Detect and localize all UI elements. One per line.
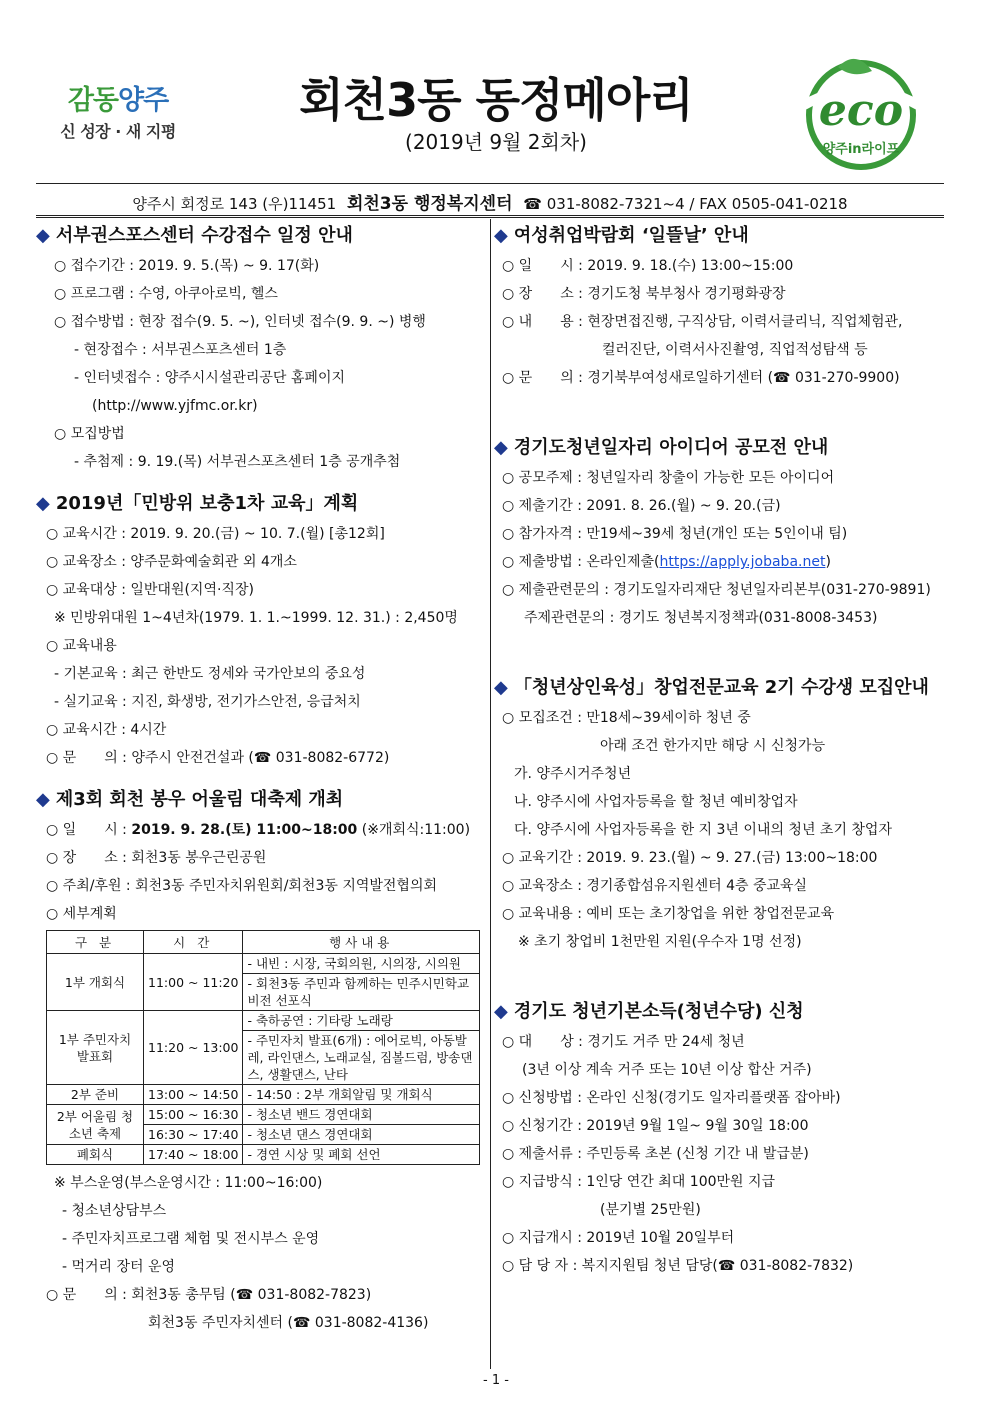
list-item: ○ 교육내용 : 예비 또는 초기창업을 위한 창업전문교육 (502, 906, 835, 922)
list-item: ○ 지급방식 : 1인당 연간 최대 100만원 지급 (502, 1174, 776, 1190)
list-item: ○ 프로그램 : 수영, 아쿠아로빅, 헬스 (54, 286, 278, 302)
contact-address: 양주시 회정로 143 (우)11451 (132, 195, 337, 213)
list-item: ※ 민방위대원 1~4년차(1979. 1. 1.~1999. 12. 31.) : 2,450명 (54, 610, 458, 626)
list-item: ○ 장 소 : 회천3동 봉우근린공원 (46, 850, 267, 866)
diamond-bullet-icon: ◆ (494, 677, 508, 698)
festival-datetime: 2019. 9. 28.(토) 11:00~18:00 (131, 822, 358, 838)
diamond-bullet-icon: ◆ (494, 225, 508, 246)
logo-brand-part-a: 감동 (67, 85, 118, 116)
diamond-bullet-icon: ◆ (36, 789, 50, 810)
list-item: ○ 교육시간 : 4시간 (46, 722, 167, 738)
section-idea-contest-title (494, 432, 944, 464)
list-item (494, 548, 944, 576)
table-cell: - 청소년 밴드 경연대회 (243, 1105, 480, 1125)
table-cell: - 경연 시상 및 폐회 선언 (243, 1145, 480, 1165)
diamond-bullet-icon: ◆ (494, 437, 508, 458)
list-item: ○ 지급개시 : 2019년 10월 20일부터 (502, 1230, 735, 1246)
list-item: - 주민자치프로그램 체험 및 전시부스 운영 (62, 1231, 320, 1247)
right-column (494, 220, 944, 1280)
list-item: ○ 신청기간 : 2019년 9월 1일~ 9월 30일 18:00 (502, 1118, 809, 1134)
list-item: ○ 모집방법 (54, 426, 125, 442)
table-row (47, 954, 480, 974)
festival-schedule-table (46, 930, 480, 1165)
homepage-link[interactable]: (http://www.yjfmc.or.kr) (92, 398, 258, 414)
section-civil-defense-title (36, 488, 486, 520)
list-item: ○ 대 상 : 경기도 거주 만 24세 청년 (502, 1034, 745, 1050)
eco-logo-graphic (786, 53, 936, 173)
table-row (47, 1105, 480, 1125)
table-cell: 16:30 ~ 17:40 (144, 1125, 243, 1145)
list-item: ○ 문 의 : 경기북부여성새로일하기센터 (☎ 031-270-9900) (502, 370, 900, 386)
table-header: 구 분 (47, 931, 144, 954)
list-item: ○ 접수방법 : 현장 접수(9. 5. ~), 인터넷 접수(9. 9. ~) 병행 (54, 314, 426, 330)
gamdong-yangju-logo (48, 78, 188, 142)
table-cell: - 청소년 댄스 경연대회 (243, 1125, 480, 1145)
eco-wordmark: eco (818, 85, 904, 136)
item-label: ○ 일 시 : (46, 822, 132, 838)
list-item: ※ 부스운영(부스운영시간 : 11:00~16:00) (54, 1175, 323, 1191)
section-title-text: 서부권스포스센터 수강접수 일정 안내 (55, 225, 353, 246)
list-item: ○ 담 당 자 : 복지지원팀 청년 담당(☎ 031-8082-7832) (502, 1258, 854, 1274)
left-column (36, 220, 486, 1337)
table-row (47, 1085, 480, 1105)
list-item: ○ 일 시 : 2019. 9. 18.(수) 13:00~15:00 (502, 258, 794, 274)
list-item: - 청소년상담부스 (62, 1203, 167, 1219)
list-item: ○ 문 의 : 회천3동 총무팀 (☎ 031-8082-7823) (46, 1287, 372, 1303)
page-number: - 1 - (483, 1373, 509, 1388)
table-cell: 2부 어울림 청소년 축제 (47, 1105, 144, 1145)
section-sports-center-title (36, 220, 486, 252)
list-item: 회천3동 주민자치센터 (☎ 031-8082-4136) (148, 1315, 429, 1331)
header-rule-bottom (36, 215, 944, 218)
section-festival-title (36, 784, 486, 816)
list-item: 나. 양주시에 사업자등록을 할 청년 예비창업자 (514, 794, 798, 810)
table-cell: 폐회식 (47, 1145, 144, 1165)
list-item: - 추첨제 : 9. 19.(목) 서부권스포츠센터 1층 공개추첨 (74, 454, 401, 470)
list-item: - 먹거리 장터 운영 (62, 1259, 176, 1275)
list-item: ○ 모집조건 : 만18세~39세이하 청년 중 (502, 710, 751, 726)
section-title-text: 2019년「민방위 보충1차 교육」계획 (55, 493, 359, 514)
list-item: 컬러진단, 이력서사진촬영, 직업적성탐색 등 (602, 342, 868, 358)
page-title: 회천3동 동정메아리 (299, 73, 693, 127)
table-header-row (47, 931, 480, 954)
diamond-bullet-icon: ◆ (36, 493, 50, 514)
diamond-bullet-icon: ◆ (494, 1001, 508, 1022)
diamond-bullet-icon: ◆ (36, 225, 50, 246)
item-label: ○ 제출방법 : 온라인제출( (502, 554, 660, 570)
table-cell: 2부 준비 (47, 1085, 144, 1105)
eco-yangju-logo (786, 53, 936, 173)
list-item: (분기별 25만원) (600, 1202, 701, 1218)
section-title-text: 제3회 회천 봉우 어울림 대축제 개최 (55, 789, 344, 810)
table-header: 행사내용 (243, 931, 480, 954)
table-cell: - 14:50 : 2부 개회알림 및 개회식 (243, 1085, 480, 1105)
list-item: ○ 교육대상 : 일반대원(지역·직장) (46, 582, 254, 598)
table-cell: - 내빈 : 시장, 국회의원, 시의장, 시의원 (243, 954, 480, 974)
list-item: 아래 조건 한가지만 해당 시 신청가능 (600, 738, 826, 754)
table-cell: 15:00 ~ 16:30 (144, 1105, 243, 1125)
table-cell: 11:20 ~ 13:00 (144, 1011, 243, 1085)
list-item (36, 816, 486, 844)
table-cell: 13:00 ~ 14:50 (144, 1085, 243, 1105)
column-divider (490, 219, 491, 1369)
header-rule-top (36, 183, 944, 184)
list-item: - 현장접수 : 서부권스포츠센터 1층 (74, 342, 287, 358)
list-item: 가. 양주시거주청년 (514, 766, 632, 782)
list-item: ○ 제출서류 : 주민등록 초본 (신청 기간 내 발급분) (502, 1146, 809, 1162)
list-item: ○ 제출기간 : 2091. 8. 26.(월) ~ 9. 20.(금) (502, 498, 781, 514)
item-tail: ) (825, 554, 831, 570)
list-item: ○ 교육장소 : 경기종합섬유지원센터 4층 중교육실 (502, 878, 808, 894)
list-item: (3년 이상 계속 거주 또는 10년 이상 합산 거주) (522, 1062, 812, 1078)
jobaba-link[interactable]: https://apply.jobaba.net (659, 554, 826, 570)
contact-phone: ☎ 031-8082-7321~4 / FAX 0505-041-0218 (523, 195, 848, 213)
list-item: ○ 접수기간 : 2019. 9. 5.(목) ~ 9. 17(화) (54, 258, 320, 274)
table-cell: 1부 개회식 (47, 954, 144, 1011)
list-item: ○ 교육장소 : 양주문화예술회관 외 4개소 (46, 554, 297, 570)
section-job-fair-title (494, 220, 944, 252)
page-subtitle: (2019년 9월 2회차) (405, 130, 587, 154)
list-item: ○ 교육기간 : 2019. 9. 23.(월) ~ 9. 27.(금) 13:00~18:00 (502, 850, 878, 866)
table-cell: 17:40 ~ 18:00 (144, 1145, 243, 1165)
section-title-text: 경기도청년일자리 아이디어 공모전 안내 (513, 437, 829, 458)
list-item: ○ 장 소 : 경기도청 북부청사 경기평화광장 (502, 286, 786, 302)
list-item: ○ 신청방법 : 온라인 신청(경기도 일자리플랫폼 잡아바) (502, 1090, 841, 1106)
list-item: - 기본교육 : 최근 한반도 정세와 국가안보의 중요성 (54, 666, 366, 682)
table-cell: - 회천3동 주민과 함께하는 민주시민학교 비전 선포식 (243, 974, 480, 1011)
logo-brand-part-b: 양주 (118, 85, 169, 116)
table-row (47, 1145, 480, 1165)
list-item: ○ 내 용 : 현장면접진행, 구직상담, 이력서클리닉, 직업체험관, (502, 314, 903, 330)
section-title-text: 경기도 청년기본소득(청년수당) 신청 (513, 1001, 804, 1022)
item-note: (※개회식:11:00) (357, 822, 471, 838)
table-cell: - 주민자치 발표(6개) : 에어로빅, 아동발레, 라인댄스, 노래교실, 짐볼드럼, 방송댄스, 생활댄스, 난타 (243, 1031, 480, 1085)
table-cell: 11:00 ~ 11:20 (144, 954, 243, 1011)
list-item: ○ 주최/후원 : 회천3동 주민자치위원회/회천3동 지역발전협의회 (46, 878, 438, 894)
section-title-text: 「청년상인육성」창업전문교육 2기 수강생 모집안내 (513, 677, 929, 698)
list-item: 주제관련문의 : 경기도 청년복지정책과(031-8008-3453) (524, 610, 878, 626)
table-cell: - 축하공연 : 기타랑 노래랑 (243, 1011, 480, 1031)
logo-slogan: 신 성장 · 새 지평 (60, 122, 176, 141)
section-youth-income-title (494, 996, 944, 1028)
section-title-text: 여성취업박람회 ‘일뜰날’ 안내 (513, 225, 749, 246)
list-item: ○ 문 의 : 양주시 안전건설과 (☎ 031-8082-6772) (46, 750, 390, 766)
section-youth-merchant-title (494, 672, 944, 704)
table-header: 시 간 (144, 931, 243, 954)
list-item: - 실기교육 : 지진, 화생방, 전기가스안전, 응급처치 (54, 694, 361, 710)
list-item: ○ 교육시간 : 2019. 9. 20.(금) ~ 10. 7.(월) [총12회] (46, 526, 385, 542)
list-item: ※ 초기 창업비 1천만원 지원(우수자 1명 선정) (518, 934, 802, 950)
list-item: ○ 세부계획 (46, 906, 117, 922)
eco-tagline: 양주in라이프 (822, 142, 900, 157)
list-item: ○ 참가자격 : 만19세~39세 청년(개인 또는 5인이내 팀) (502, 526, 848, 542)
list-item: ○ 교육내용 (46, 638, 117, 654)
list-item: 다. 양주시에 사업자등록을 한 지 3년 이내의 청년 초기 창업자 (514, 822, 892, 838)
list-item: ○ 제출관련문의 : 경기도일자리재단 청년일자리본부(031-270-9891) (502, 582, 931, 598)
logo-brand (48, 78, 188, 117)
contact-office: 회천3동 행정복지센터 (346, 194, 513, 214)
list-item: ○ 공모주제 : 청년일자리 창출이 가능한 모든 아이디어 (502, 470, 835, 486)
list-item: - 인터넷접수 : 양주시시설관리공단 홈페이지 (74, 370, 346, 386)
contact-bar (36, 189, 944, 214)
table-row (47, 1011, 480, 1031)
table-cell: 1부 주민자치 발표회 (47, 1011, 144, 1085)
